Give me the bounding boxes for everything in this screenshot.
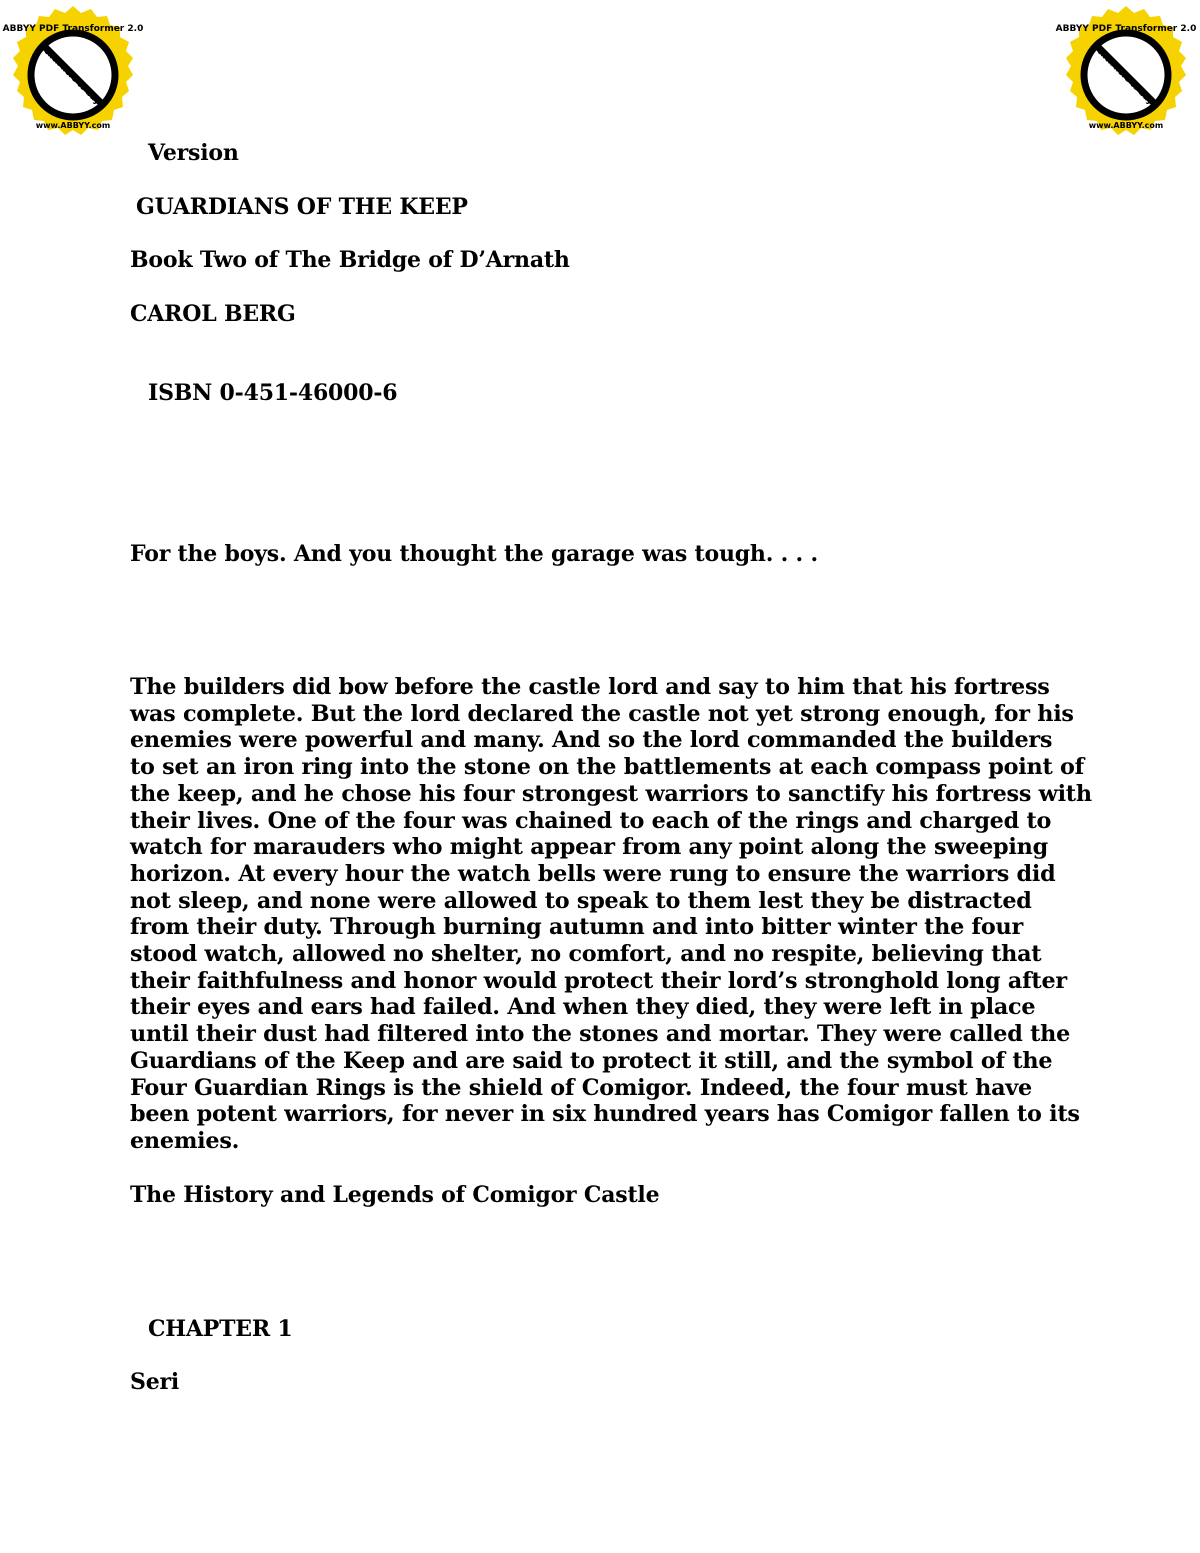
epigraph-line: enemies. bbox=[130, 1127, 240, 1154]
abbyy-watermark-badge-right[interactable] bbox=[1055, 4, 1197, 146]
epigraph-line: the keep, and he chose his four strongest warriors to sanctify his fortress with bbox=[130, 780, 1092, 807]
epigraph-line: from their duty. Through burning autumn and into bitter winter the four bbox=[130, 914, 1023, 941]
abbyy-watermark-badge-left[interactable] bbox=[2, 4, 144, 146]
epigraph-line: The builders did bow before the castle lord and say to him that his fortress bbox=[130, 674, 1050, 700]
epigraph-line: to set an iron ring into the stone on the battlements at each compass point of bbox=[130, 754, 1084, 781]
no-entry-badge-icon bbox=[1056, 6, 1197, 135]
chapter-heading: CHAPTER 1 bbox=[148, 1316, 293, 1342]
epigraph-line: watch for marauders who might appear from any point along the sweeping bbox=[130, 834, 1048, 861]
epigraph-line: was complete. But the lord declared the castle not yet strong enough, for his bbox=[130, 700, 1074, 727]
badge-center-text: Click here to buy bbox=[41, 45, 103, 107]
author-name: CAROL BERG bbox=[130, 301, 296, 327]
epigraph-source: The History and Legends of Comigor Castle bbox=[130, 1182, 660, 1208]
epigraph-line: been potent warriors, for never in six hundred years has Comigor fallen to its bbox=[130, 1101, 1080, 1128]
badge-ring-text: ABBYY PDF Transformer 2.0 bbox=[2, 24, 144, 34]
isbn: ISBN 0-451-46000-6 bbox=[148, 380, 398, 406]
badge-center-text: Click here to buy bbox=[1094, 45, 1156, 107]
book-title: GUARDIANS OF THE KEEP bbox=[136, 194, 468, 220]
epigraph-line: until their dust had filtered into the stones and mortar. They were called the bbox=[130, 1021, 1071, 1048]
epigraph-line: enemies were powerful and many. And so the lord commanded the builders bbox=[130, 727, 1053, 754]
epigraph-line: their lives. One of the four was chained to each of the rings and charged to bbox=[130, 807, 1052, 834]
book-subtitle: Book Two of The Bridge of D’Arnath bbox=[130, 247, 570, 273]
epigraph-paragraph bbox=[130, 674, 1092, 1155]
epigraph-line: their faithfulness and honor would protect their lord’s stronghold long after bbox=[130, 967, 1067, 994]
badge-url-text: www.ABBYY.com bbox=[35, 121, 111, 130]
badge-url-text: www.ABBYY.com bbox=[1088, 121, 1164, 130]
version-label: Version bbox=[148, 140, 239, 166]
epigraph-line: not sleep, and none were allowed to speak to them lest they be distracted bbox=[130, 887, 1032, 914]
no-entry-badge-icon bbox=[3, 6, 144, 135]
epigraph-line: Four Guardian Rings is the shield of Comigor. Indeed, the four must have bbox=[130, 1074, 1032, 1101]
chapter-name: Seri bbox=[130, 1369, 180, 1395]
epigraph-line: stood watch, allowed no shelter, no comfort, and no respite, believing that bbox=[130, 941, 1042, 968]
dedication: For the boys. And you thought the garage was tough. . . . bbox=[130, 541, 818, 567]
epigraph-line: their eyes and ears had failed. And when they died, they were left in place bbox=[130, 994, 1036, 1021]
epigraph-line: horizon. At every hour the watch bells were rung to ensure the warriors did bbox=[130, 860, 1056, 887]
epigraph-line: Guardians of the Keep and are said to protect it still, and the symbol of the bbox=[130, 1047, 1053, 1074]
badge-ring-text: ABBYY PDF Transformer 2.0 bbox=[1055, 24, 1197, 34]
